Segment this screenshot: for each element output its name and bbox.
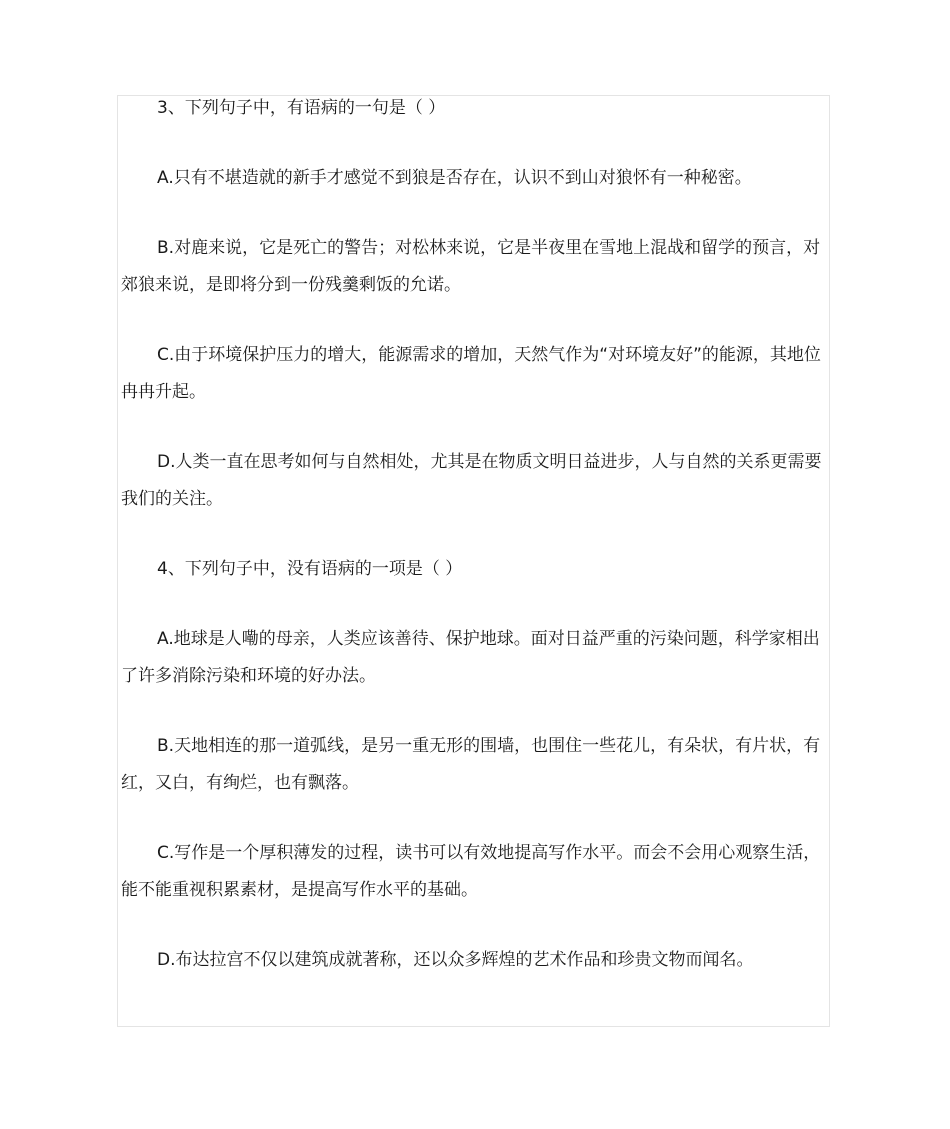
question-4-stem: 4、下列句子中，没有语病的一项是（ ）: [157, 559, 463, 579]
question-3-option-c: C.由于环境保护压力的增大，能源需求的增加，天然气作为“对环境友好”的能源，其地位冉冉升起。: [121, 345, 821, 402]
question-3-stem: 3、下列句子中，有语病的一句是（ ）: [157, 98, 446, 118]
question-3-option-a: A.只有不堪造就的新手才感觉不到狼是否存在，认识不到山对狼怀有一种秘密。: [157, 168, 752, 188]
question-3-option-b: B.对鹿来说，它是死亡的警告；对松林来说，它是半夜里在雪地上混战和留学的预言，对郊狼来说，是即将分到一份残羹剩饭的允诺。: [121, 238, 821, 295]
question-4-option-a: A.地球是人嘞的母亲，人类应该善待、保护地球。面对日益严重的污染问题，科学家相出了许多消除污染和环境的好办法。: [121, 629, 820, 686]
question-3-option-d: D.人类一直在思考如何与自然相处，尤其是在物质文明日益进步，人与自然的关系更需要我们的关注。: [121, 452, 822, 509]
question-4-option-c: C.写作是一个厚积薄发的过程，读书可以有效地提高写作水平。而会不会用心观察生活，能不能重视积累素材，是提高写作水平的基础。: [121, 843, 821, 900]
question-4-option-d: D.布达拉宫不仅以建筑成就著称，还以众多辉煌的艺术作品和珍贵文物而闻名。: [157, 950, 754, 970]
document-body: [121, 90, 833, 979]
question-4-option-b: B.天地相连的那一道弧线，是另一重无形的围墙，也围住一些花儿，有朵状，有片状，有红，又白，有绚烂，也有飘落。: [121, 736, 821, 793]
